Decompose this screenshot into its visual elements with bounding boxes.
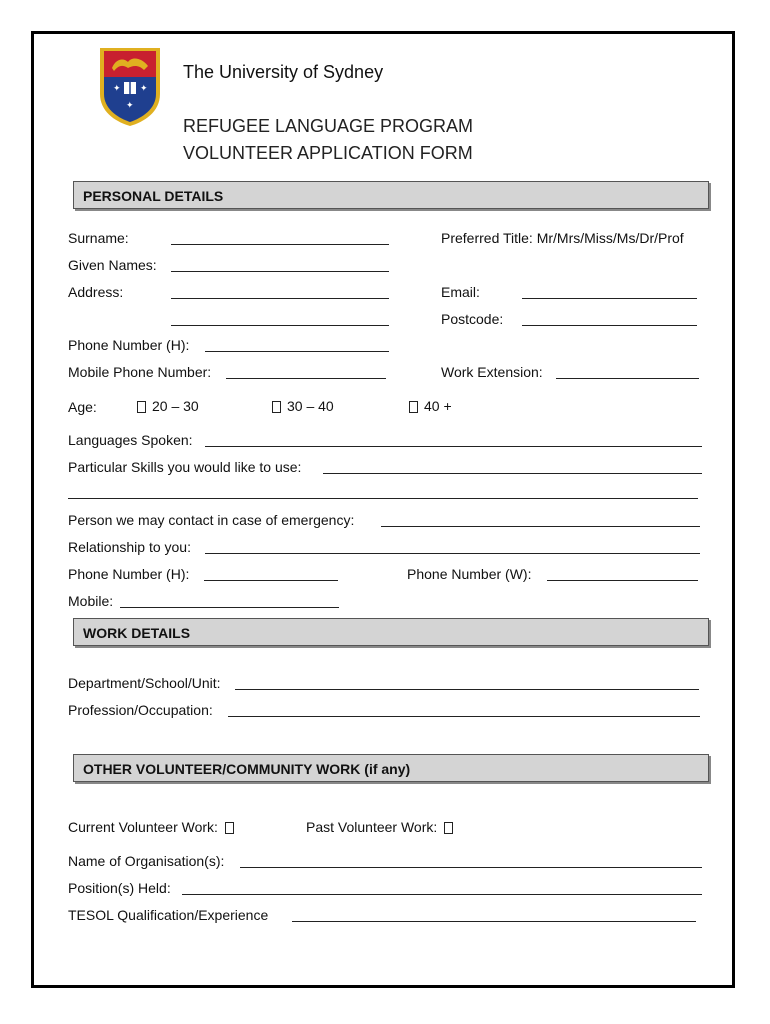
university-crest-logo: [98, 46, 162, 128]
svg-text:✦: ✦: [126, 101, 134, 111]
relationship-field[interactable]: [205, 553, 700, 554]
given-names-field[interactable]: [171, 271, 389, 272]
application-title: VOLUNTEER APPLICATION FORM: [183, 143, 473, 163]
svg-text:✦: ✦: [140, 84, 148, 94]
mobile-field[interactable]: [226, 378, 386, 379]
address-field-1[interactable]: [171, 298, 389, 299]
personal-details-heading: [73, 181, 709, 209]
profession-label: Profession/Occupation:: [68, 702, 213, 718]
emergency-phone-h-field[interactable]: [204, 580, 338, 581]
skills-label: Particular Skills you would like to use:: [68, 459, 302, 475]
phone-h-field[interactable]: [205, 351, 389, 352]
program-title: REFUGEE LANGUAGE PROGRAM: [183, 116, 474, 136]
organisation-label: Name of Organisation(s):: [68, 853, 225, 869]
tesol-label: TESOL Qualification/Experience: [68, 907, 269, 923]
section-heading-text: OTHER VOLUNTEER/COMMUNITY WORK (if any): [83, 761, 411, 777]
preferred-title-label: Preferred Title: Mr/Mrs/Miss/Ms/Dr/Prof: [441, 230, 684, 246]
surname-field[interactable]: [171, 244, 389, 245]
phone-h-label: Phone Number (H):: [68, 337, 190, 353]
age-option-40-plus[interactable]: [409, 398, 452, 414]
emergency-mobile-field[interactable]: [120, 607, 339, 608]
age-option-20-30[interactable]: [137, 398, 199, 414]
age-option-label: 40 +: [424, 398, 452, 414]
given-names-label: Given Names:: [68, 257, 157, 273]
section-heading-text: WORK DETAILS: [83, 625, 191, 641]
emergency-phone-h-label: Phone Number (H):: [68, 566, 190, 582]
department-label: Department/School/Unit:: [68, 675, 221, 691]
email-field[interactable]: [522, 298, 697, 299]
age-option-30-40[interactable]: [272, 398, 334, 414]
email-label: Email:: [441, 284, 480, 300]
emergency-mobile-label: Mobile:: [68, 593, 114, 609]
checkbox-icon[interactable]: [444, 822, 453, 834]
positions-label: Position(s) Held:: [68, 880, 171, 896]
age-option-label: 20 – 30: [152, 398, 199, 414]
emergency-contact-field[interactable]: [381, 526, 700, 527]
checkbox-icon[interactable]: [409, 401, 418, 413]
checkbox-icon[interactable]: [272, 401, 281, 413]
mobile-label: Mobile Phone Number:: [68, 364, 212, 380]
address-field-2[interactable]: [171, 325, 389, 326]
current-volunteer-label: Current Volunteer Work:: [68, 819, 218, 835]
positions-field[interactable]: [182, 894, 702, 895]
languages-label: Languages Spoken:: [68, 432, 193, 448]
form-border: [31, 31, 735, 988]
tesol-field[interactable]: [292, 921, 696, 922]
work-extension-label: Work Extension:: [441, 364, 543, 380]
past-volunteer-label: Past Volunteer Work:: [306, 819, 438, 835]
emergency-phone-w-field[interactable]: [547, 580, 698, 581]
work-details-heading: [73, 618, 709, 646]
emergency-phone-w-label: Phone Number (W):: [407, 566, 532, 582]
other-volunteer-heading: [73, 754, 709, 782]
skills-field-2[interactable]: [68, 498, 698, 499]
age-label: Age:: [68, 399, 97, 415]
skills-field-1[interactable]: [323, 473, 702, 474]
current-volunteer-work-option[interactable]: [68, 819, 240, 835]
form-title: [183, 113, 473, 167]
department-field[interactable]: [235, 689, 699, 690]
profession-field[interactable]: [228, 716, 700, 717]
checkbox-icon[interactable]: [225, 822, 234, 834]
emergency-contact-label: Person we may contact in case of emergency:: [68, 512, 355, 528]
organisation-field[interactable]: [240, 867, 702, 868]
svg-text:✦: ✦: [113, 84, 121, 94]
age-option-label: 30 – 40: [287, 398, 334, 414]
surname-label: Surname:: [68, 230, 129, 246]
postcode-label: Postcode:: [441, 311, 504, 327]
past-volunteer-work-option[interactable]: [306, 819, 459, 835]
relationship-label: Relationship to you:: [68, 539, 191, 555]
languages-field[interactable]: [205, 446, 702, 447]
postcode-field[interactable]: [522, 325, 697, 326]
address-label: Address:: [68, 284, 124, 300]
university-name: The University of Sydney: [183, 62, 384, 82]
section-heading-text: PERSONAL DETAILS: [83, 188, 224, 204]
work-extension-field[interactable]: [556, 378, 699, 379]
checkbox-icon[interactable]: [137, 401, 146, 413]
